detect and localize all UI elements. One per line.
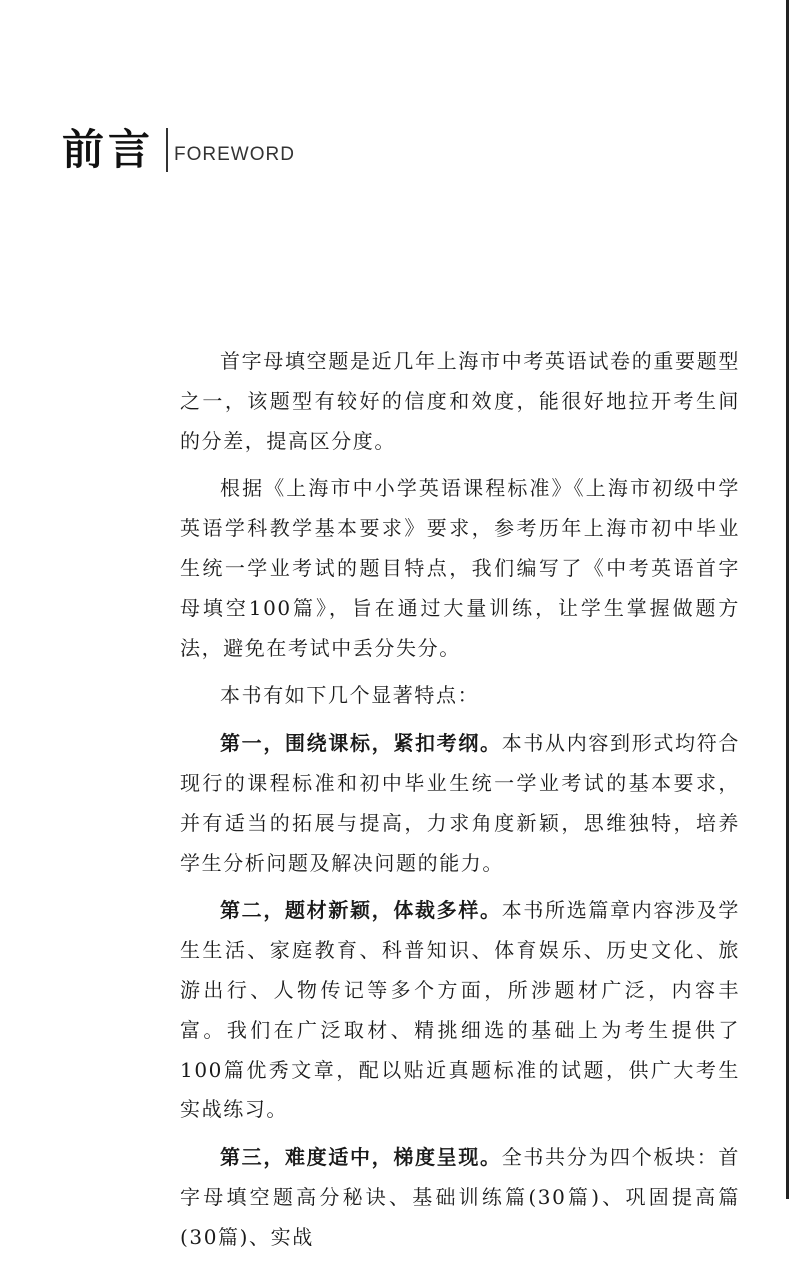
feature-heading: 第一，围绕课标，紧扣考纲。 (220, 731, 502, 756)
feature-heading: 第二，题材新颖，体裁多样。 (220, 898, 502, 923)
chapter-header (62, 125, 295, 174)
paragraph-text: 根据《上海市中小学英语课程标准》《上海市初级中学英语学科教学基本要求》要求，参考历年上海市初中毕业生统一学业考试的题目特点，我们编写了《中考英语首字母填空100篇》，旨在通过大量训练，让学生掌握做题方法，避免在考试中丢分失分。 (180, 476, 740, 660)
paragraph-text: 全书共分为四个板块：首字母填空题高分秘诀、基础训练篇(30篇)、巩固提高篇(30篇)、实战 (180, 1145, 740, 1249)
paragraph-purpose (180, 469, 740, 668)
feature-heading: 第三，难度适中，梯度呈现。 (220, 1145, 502, 1170)
paragraph-features-intro (180, 676, 740, 716)
foreword-body (180, 342, 740, 1266)
chapter-title: 前言 (62, 125, 155, 174)
title-divider (166, 128, 168, 172)
paragraph-text: 首字母填空题是近几年上海市中考英语试卷的重要题型之一，该题型有较好的信度和效度，能很好地拉开考生间的分差，提高区分度。 (180, 349, 740, 453)
paragraph-feature-1 (180, 724, 740, 883)
chapter-title-english: FOREWORD (174, 144, 295, 165)
paragraph-text: 本书所选篇章内容涉及学生生活、家庭教育、科普知识、体育娱乐、历史文化、旅游出行、人物传记等多个方面，所涉题材广泛，内容丰富。我们在广泛取材、精挑细选的基础上为考生提供了100篇优秀文章，配以贴近真题标准的试题，供广大考生实战练习。 (180, 898, 740, 1122)
paragraph-intro (180, 342, 740, 461)
paragraph-text: 本书从内容到形式均符合现行的课程标准和初中毕业生统一学业考试的基本要求，并有适当的拓展与提高，力求角度新颖，思维独特，培养学生分析问题及解决问题的能力。 (180, 731, 740, 875)
paragraph-feature-2 (180, 891, 740, 1130)
paragraph-feature-3 (180, 1138, 740, 1257)
paragraph-text: 本书有如下几个显著特点： (220, 683, 480, 708)
